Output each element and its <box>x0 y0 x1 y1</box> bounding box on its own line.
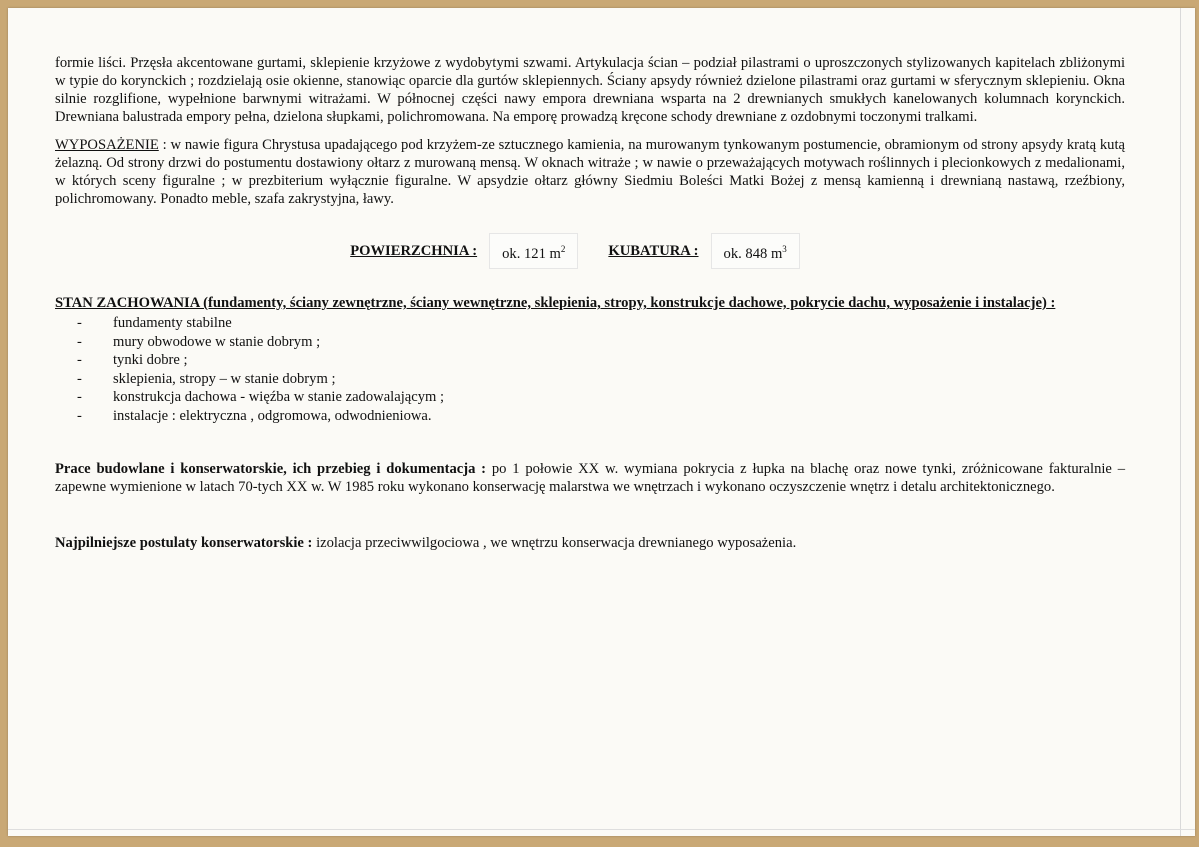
list-item-text: tynki dobre ; <box>113 352 188 368</box>
list-item-text: fundamenty stabilne <box>113 315 232 331</box>
wyposazenie-label: WYPOSAŻENIE <box>55 137 159 153</box>
document-page <box>8 8 1195 836</box>
postulaty-label: Najpilniejsze postulaty konserwatorskie : <box>55 535 313 551</box>
postulaty-paragraph <box>55 534 1125 552</box>
list-item-text: mury obwodowe w stanie dobrym ; <box>113 333 321 350</box>
prace-text: po 1 połowie XX w. wymiana pokrycia z łupka na blachę oraz nowe tynki, zróżnicowane fakturalnie – zapewne wymienione w latach 70-tych XX w. W 1985 roku wykonano konserwację malarstwa we wnętrzach i wykonano oczyszczenie wnętrz i detalu architektonicznego. <box>55 461 1125 495</box>
list-item: - instalacje : elektryczna , odgromowa, odwodnieniowa. <box>77 407 432 424</box>
list-item-text: sklepienia, stropy – w stanie dobrym ; <box>113 370 336 387</box>
stan-heading-text: STAN ZACHOWANIA (fundamenty, ściany zewnętrzne, ściany wewnętrzne, sklepienia, stropy, konstrukcje dachowe, pokrycie dachu, wyposażenie i instalacje) <box>55 295 1047 311</box>
list-item: - mury obwodowe w stanie dobrym ; <box>77 333 321 350</box>
powierzchnia-label: POWIERZCHNIA : <box>350 243 478 259</box>
wyposazenie-text: : w nawie figura Chrystusa upadającego pod krzyżem-ze sztucznego kamienia, na murowanym tynkowanym postumencie, obramionym od strony apsydy kratą kutą żelazną. Od strony drzwi do postumentu dostawiony ołtarz z murowaną mensą. W oknach witraże ; w nawie o przeważających motywach roślinnych i plecionkowych z medalionami, w których sceny figuralne ; w prezbiterium wyłącznie figuralne. W apsydzie ołtarz główny Siedmiu Boleści Matki Bożej z mensą kamienną i drewnianą nastawą, rzeźbiony, polichromowany. Ponadto meble, szafa zakrystyjna, ławy. <box>55 137 1125 207</box>
list-item: - tynki dobre ; <box>77 352 188 368</box>
powierzchnia-unit-exponent: 2 <box>560 243 566 254</box>
document-body <box>55 54 1125 552</box>
prace-paragraph <box>55 460 1125 496</box>
powierzchnia-value: ok. 121 m <box>502 245 561 262</box>
list-item: - sklepienia, stropy – w stanie dobrym ; <box>77 370 336 387</box>
list-item-text: konstrukcja dachowa - więźba w stanie zadowalającym ; <box>113 389 445 405</box>
page-edge-line <box>1180 8 1181 836</box>
description-paragraph: formie liści. Przęsła akcentowane gurtami, sklepienie krzyżowe z wydobytymi szwami. Artykulacja ścian – podział pilastrami o uproszczonych stylizowanych kapitelach zbliżonymi w typie do korynckich ; rozdzielają osie okienne, stanowiąc oparcie dla gurtów sklepiennych. Ściany apsydy również dzielone pilastrami oraz gurtami w sferycznym sklepieniu. Okna silnie rozglifione, wypełnione barwnymi witrażami. W północnej części nawy empora drewniana wsparta na 2 drewnianych smukłych kanelowanych kolumnach korynckich. Drewniana balustrada empory pełna, dzielona słupkami, polichromowana. Na emporę prowadzą kręcone schody drewniane z ozdobnymi toczonymi tralkami. <box>55 55 1125 125</box>
list-item: - konstrukcja dachowa - więźba w stanie zadowalającym ; <box>77 389 445 405</box>
prace-label: Prace budowlane i konserwatorskie, ich przebieg i dokumentacja : <box>55 461 487 477</box>
measurements-row <box>55 234 1125 268</box>
postulaty-text: izolacja przeciwwilgociowa , we wnętrzu konserwacja drewnianego wyposażenia. <box>312 535 797 551</box>
condition-list <box>55 314 1125 425</box>
wyposazenie-paragraph <box>55 136 1125 208</box>
kubatura-value-box <box>711 233 800 270</box>
page-edge-line <box>8 829 1195 830</box>
powierzchnia-value-box <box>489 233 578 270</box>
stan-heading-colon: : <box>1046 295 1056 311</box>
list-item-text: instalacje : elektryczna , odgromowa, odwodnieniowa. <box>113 407 432 424</box>
kubatura-unit-exponent: 3 <box>782 243 787 254</box>
stan-zachowania-heading <box>55 294 1125 312</box>
kubatura-label: KUBATURA : <box>608 243 699 259</box>
list-item: - fundamenty stabilne <box>77 315 232 331</box>
kubatura-value: ok. 848 m <box>723 245 783 262</box>
